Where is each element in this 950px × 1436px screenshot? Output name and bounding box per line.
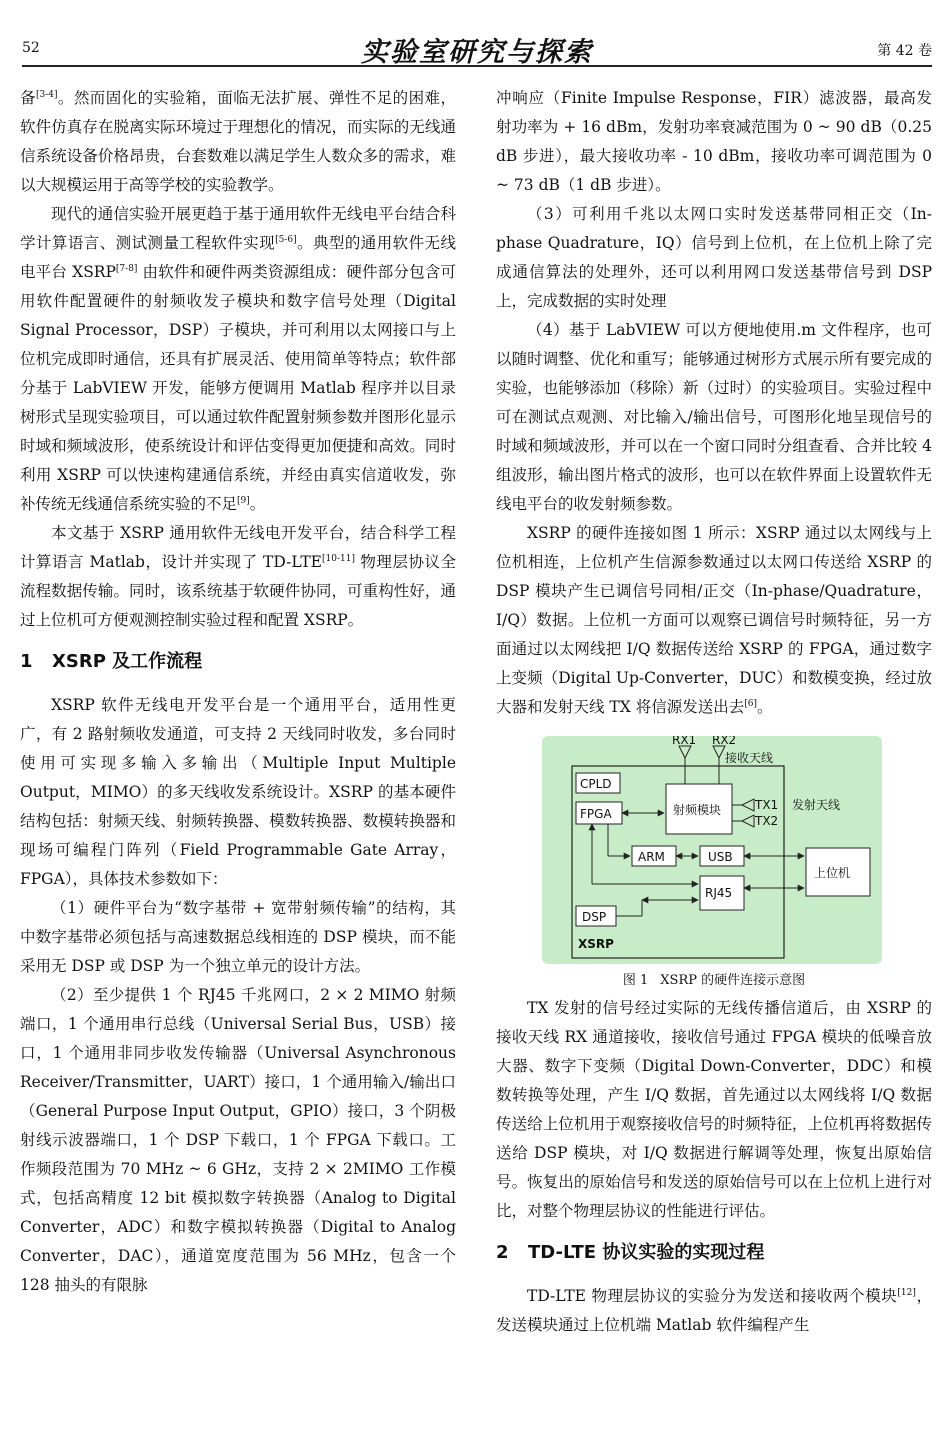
tx2-label: TX2 xyxy=(755,814,779,828)
citation: [10-11] xyxy=(322,554,355,564)
usb-label: USB xyxy=(708,850,733,864)
paragraph: XSRP 软件无线电开发平台是一个通用平台，适用性更广，有 2 路射频收发通道，可支持 2 天线同时收发，多台同时使用可实现多输入多输出（Multiple Input Multiple Output，MIMO）的多天线收发系统设计。XSRP 的基本硬件结构包括：射频天线、射频转换器、模数转换器、数模转换器和现场可编程门阵列（Field Programmable Gate Array，FPGA），具体技术参数如下： xyxy=(20,696,456,888)
citation: [9] xyxy=(237,496,250,506)
rx2-label: RX2 xyxy=(712,736,737,747)
paragraph: （2）至少提供 1 个 RJ45 千兆网口，2 × 2 MIMO 射频端口，1 个通用串行总线（Universal Serial Bus，USB）接口，1 个通用非同步收发传输器（Universal Asynchronous Receiver/Transmitter，UART）接口，1 个通用输入/输出口（General Purpose Input Output，GPIO）接口，3 个阴极射线示波器端口，1 个 DSP 下载口，1 个 FPGA 下载口。工作频段范围为 70 MHz ~ 6 GHz，支持 2 × 2MIMO 工作模式，包括高精度 12 bit 模拟数字转换器（Analog to Digital Converter，ADC）和数字模拟转换器（Digital to Analog Converter，DAC），通道宽度范围为 56 MHz，包含一个 128 抽头的有限脉 xyxy=(20,986,456,1294)
journal-title: 实验室研究与探索 xyxy=(361,37,593,68)
rf-module-label: 射频模块 xyxy=(673,803,722,817)
right-column xyxy=(496,84,932,1340)
figure-1 xyxy=(496,736,932,964)
rx1-label: RX1 xyxy=(672,736,697,747)
page-number: 52 xyxy=(22,40,40,56)
section-heading xyxy=(496,1240,932,1266)
host-label: 上位机 xyxy=(814,866,851,880)
paragraph: 现代的通信实验开展更趋于基于通用软件无线电平台结合科学计算语言、测试测量工程软件实现[5-6]。典型的通用软件无线电平台 XSRP[7-8] 由软件和硬件两类资源组成：硬件部分包含可用软件配置硬件的射频收发子模块和数字信号处理（Digital Signal Processor，DSP）子模块，并可利用以太网接口与上位机完成即时通信，还具有扩展灵活、使用简单等特点；软件部分基于 LabVIEW 开发，能够方便调用 Matlab 程序并以目录树形式呈现实验项目，可以通过软件配置射频参数并图形化显示时域和频域波形，使系统设计和评估变得更加便捷和高效。同时利用 XSRP 可以快速构建通信系统，并经由真实信道收发，弥补传统无线通信系统实验的不足[9]。 xyxy=(20,205,456,513)
paragraph: 备[3-4]。然而固化的实验箱，面临无法扩展、弹性不足的困难，软件仿真存在脱离实际环境过于理想化的情况，而实际的无线通信系统设备价格昂贵，台套数难以满足学生人数众多的需求，难以大规模运用于高等学校的实验教学。 xyxy=(20,89,456,194)
paragraph: 冲响应（Finite Impulse Response，FIR）滤波器，最高发射功率为 + 16 dBm，发射功率衰减范围为 0 ~ 90 dB（0.25 dB 步进），最大接收功率 - 10 dBm，接收功率可调范围为 0 ~ 73 dB（1 dB 步进）。 xyxy=(496,89,932,194)
tx1-label: TX1 xyxy=(755,798,779,812)
caption-number: 图 1 xyxy=(622,973,649,988)
cpld-label: CPLD xyxy=(580,777,612,791)
citation: [5-6] xyxy=(275,235,297,245)
paragraph: （1）硬件平台为“数字基带 + 宽带射频传输”的结构，其中数字基带必须包括与高速数据总线相连的 DSP 模块，而不能采用无 DSP 或 DSP 为一个独立单元的设计方法。 xyxy=(20,899,456,975)
section-title: XSRP 及工作流程 xyxy=(52,651,203,672)
left-column xyxy=(20,84,456,1300)
xsrp-label: XSRP xyxy=(578,937,614,951)
section-number: 1 xyxy=(20,651,33,672)
tx-antenna-label: 发射天线 xyxy=(792,798,841,812)
citation: [12] xyxy=(897,1288,916,1298)
section-heading xyxy=(20,649,456,675)
paragraph: （3）可利用千兆以太网口实时发送基带同相正交（In-phase Quadrature，IQ）信号到上位机，在上位机上除了完成通信算法的处理外，还可以利用网口发送基带信号到 DSP 上，完成数据的实时处理 xyxy=(496,205,932,310)
paragraph: （4）基于 LabVIEW 可以方便地使用.m 文件程序，也可以随时调整、优化和重写；能够通过树形方式展示所有要完成的实验，也能够添加（移除）新（过时）的实验项目。实验过程中可在测试点观测、对比输入/输出信号，可图形化地呈现信号的时域和频域波形，并可以在一个窗口同时分组查看、合并比较 4 组波形，输出图片格式的波形，也可以在软件界面上设置软件无线电平台的收发射频参数。 xyxy=(496,321,932,513)
paragraph: TX 发射的信号经过实际的无线传播信道后，由 XSRP 的接收天线 RX 通道接收，接收信号通过 FPGA 模块的低噪音放大器、数字下变频（Digital Down-Converter，DDC）和模数转换等处理，产生 I/Q 数据，首先通过以太网线将 I/Q 数据传送给上位机用于观察接收信号的时频特征，上位机再将数据传送给 DSP 模块，对 I/Q 数据进行解调等处理，恢复出原始信号。恢复出的原始信号和发送的原始信号可以在上位机上进行对比，对整个物理层协议的性能进行评估。 xyxy=(496,999,932,1220)
figure-caption xyxy=(496,970,932,992)
fpga-label: FPGA xyxy=(580,807,612,821)
citation: [3-4] xyxy=(35,90,58,100)
citation: [6] xyxy=(744,699,757,709)
section-number: 2 xyxy=(496,1242,509,1263)
volume-number: 第 42 卷 xyxy=(877,43,932,59)
hardware-diagram xyxy=(542,736,882,964)
section-title: TD-LTE 协议实验的实现过程 xyxy=(528,1242,765,1263)
citation: [7-8] xyxy=(115,264,138,274)
dsp-label: DSP xyxy=(582,910,607,924)
page-header xyxy=(22,28,932,68)
paragraph: TD-LTE 物理层协议的实验分为发送和接收两个模块[12]，发送模块通过上位机端 Matlab 软件编程产生 xyxy=(496,1287,932,1334)
paragraph: 本文基于 XSRP 通用软件无线电开发平台，结合科学工程计算语言 Matlab，设计并实现了 TD-LTE[10-11] 物理层协议全流程数据传输。同时，该系统基于软硬件协同，可重构性好，通过上位机可方便观测控制实验过程和配置 XSRP。 xyxy=(20,524,456,629)
arm-label: ARM xyxy=(638,850,665,864)
rx-antenna-label: 接收天线 xyxy=(725,751,774,765)
paragraph: XSRP 的硬件连接如图 1 所示：XSRP 通过以太网线与上位机相连，上位机产生信源参数通过以太网口传送给 XSRP 的 DSP 模块产生已调信号同相/正交（In-phase/Quadrature，I/Q）数据。上位机一方面可以观察已调信号时频特征，另一方面通过以太网线把 I/Q 数据传送给 XSRP 的 FPGA，通过数字上变频（Digital Up-Converter，DUC）和数模变换，经过放大器和发射天线 TX 将信源发送出去[6]。 xyxy=(496,524,932,716)
caption-text: XSRP 的硬件连接示意图 xyxy=(660,973,806,988)
header-rule xyxy=(22,65,932,67)
rj45-label: RJ45 xyxy=(705,886,733,900)
